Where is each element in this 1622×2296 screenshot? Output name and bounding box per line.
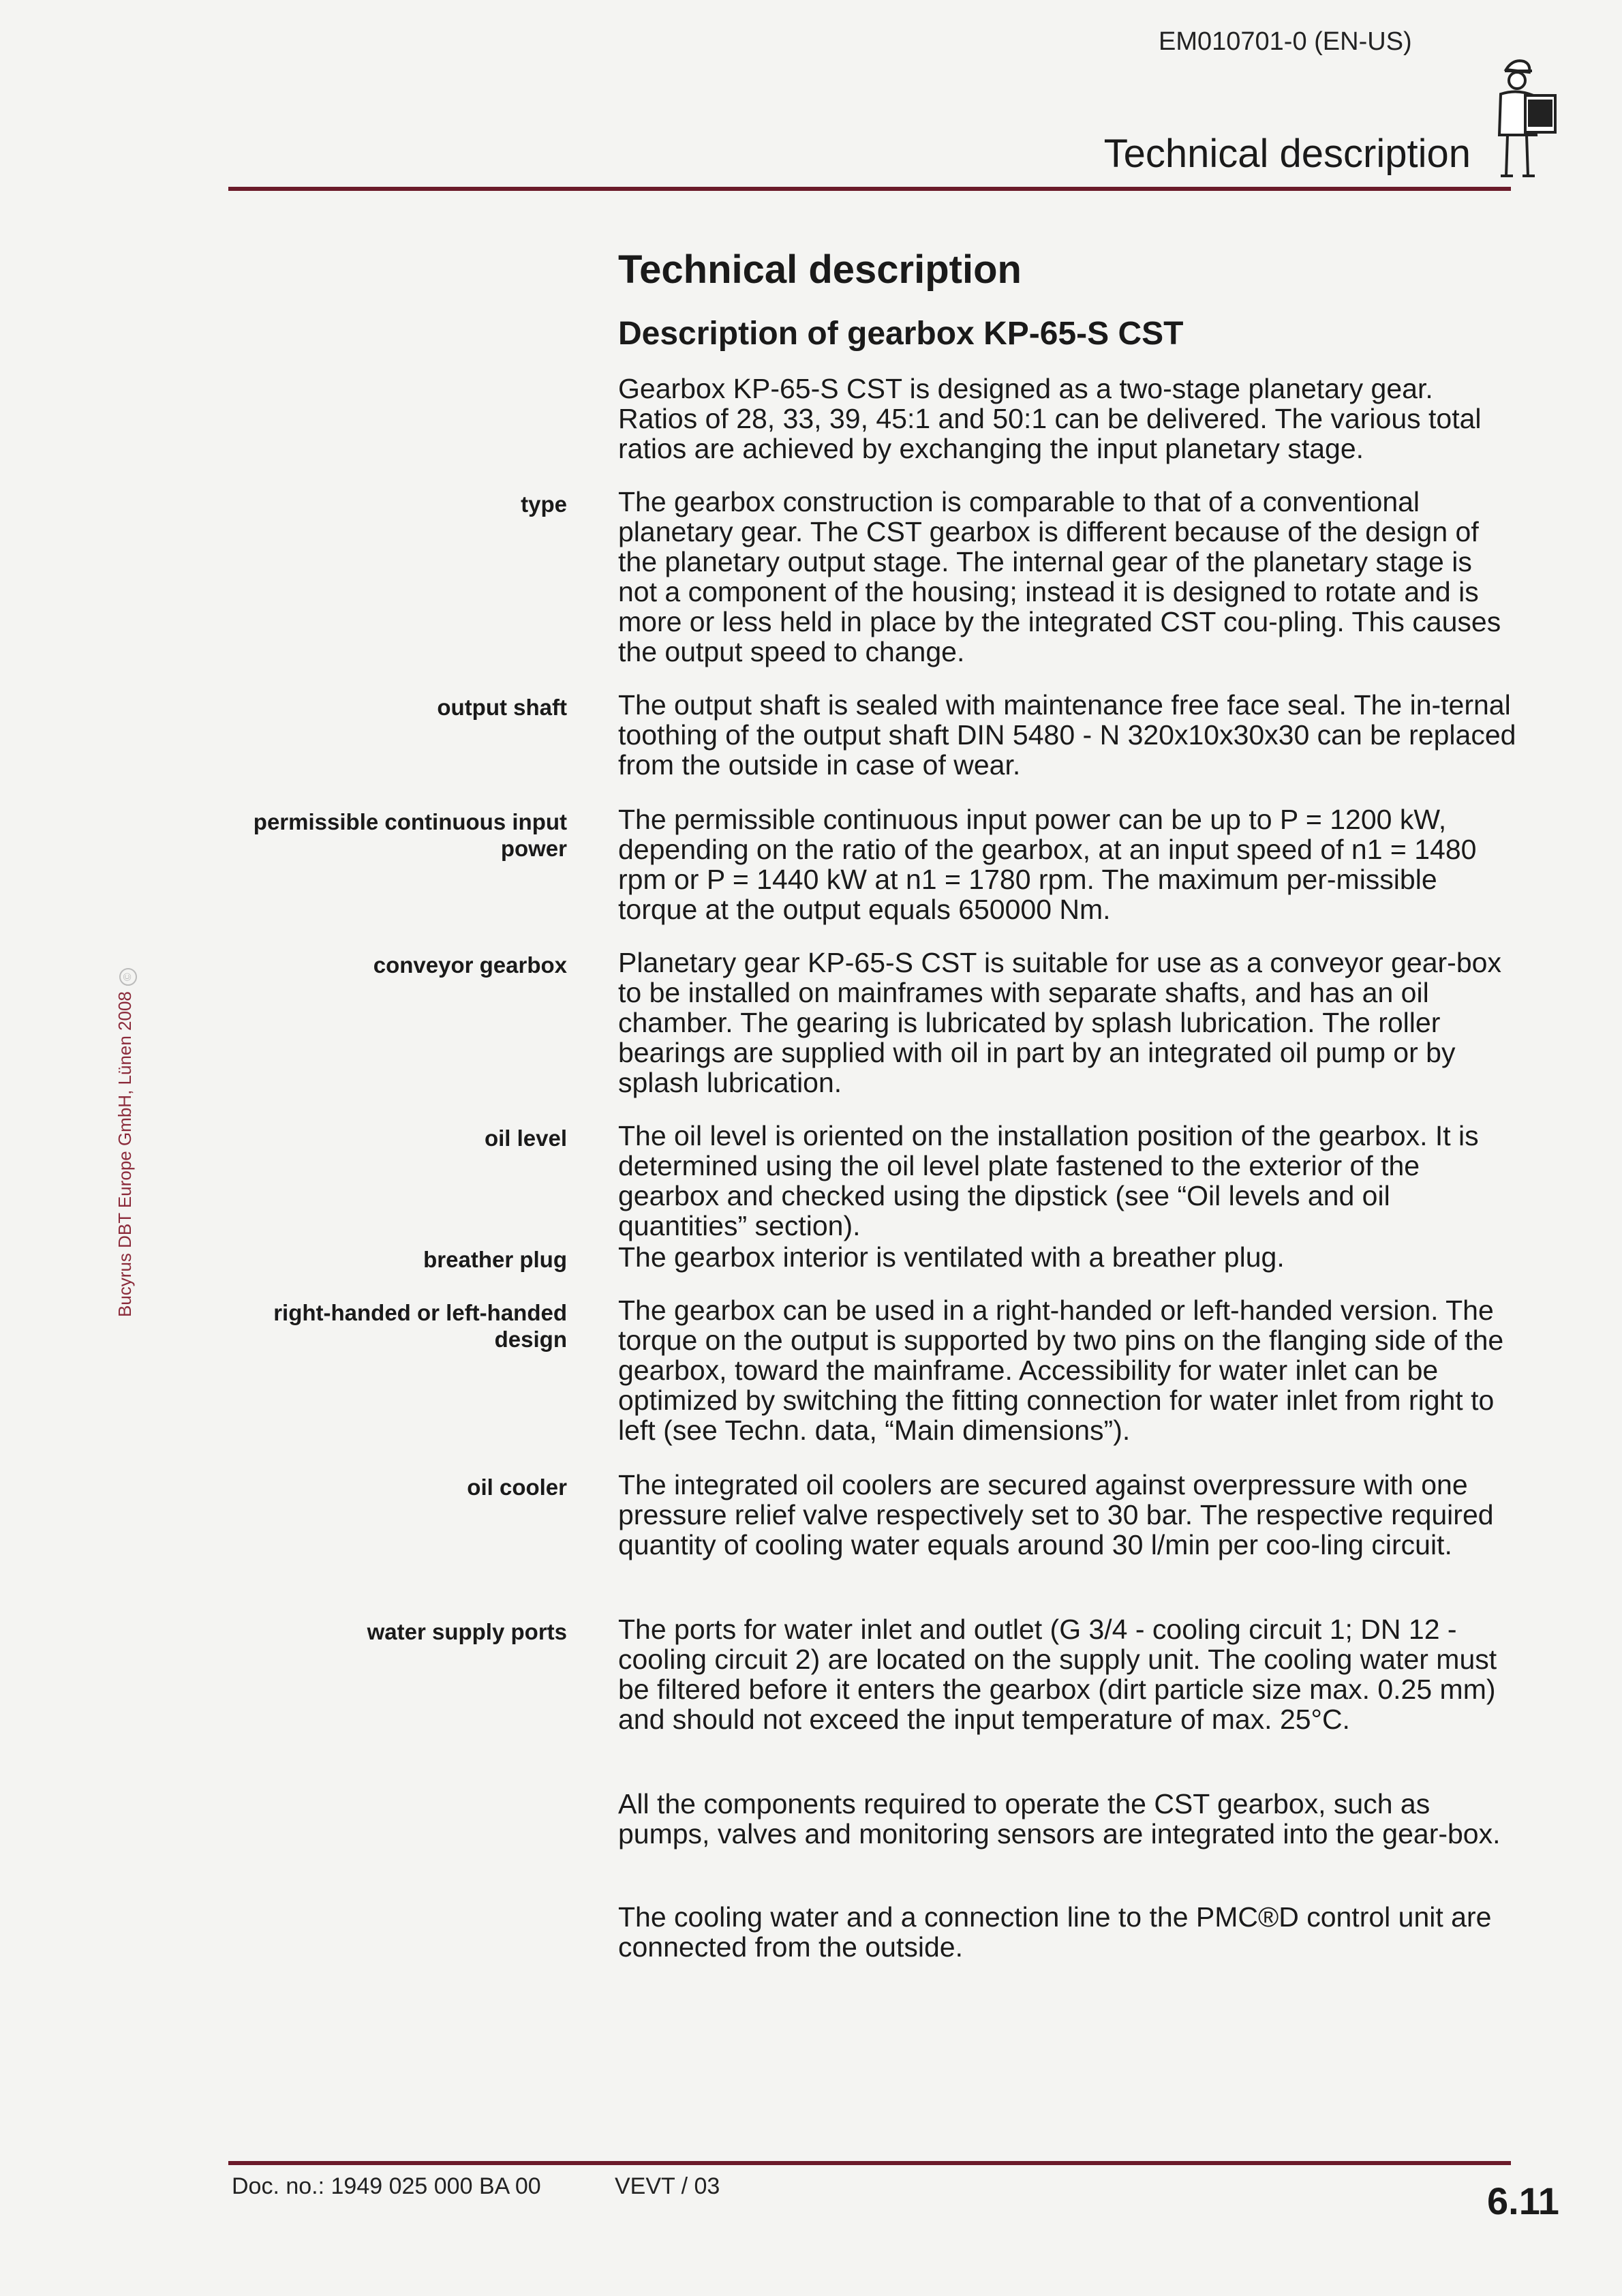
section-title: Technical description [618, 247, 1022, 292]
side-copyright: Bucyrus DBT Europe GmbH, Lünen 2008© [114, 968, 137, 1317]
header-rule [228, 187, 1511, 191]
label-oil-cooler: oil cooler [467, 1475, 567, 1500]
worker-with-tablet-icon [1486, 53, 1561, 181]
label-breather-plug: breather plug [423, 1247, 567, 1272]
paragraph-components: All the components required to operate the CST gearbox, such as pumps, valves and monitoring sensors are integrated into the gear-box. [618, 1788, 1501, 1849]
document-id: EM010701-0 (EN-US) [1159, 27, 1412, 56]
label-handed-line1: right-handed or left-handed [273, 1300, 567, 1325]
footer-rule [228, 2161, 1511, 2165]
paragraph-type: The gearbox construction is comparable to that of a conventional planetary gear. The CST gearbox is different because of the design of the planetary output stage. The internal gear of the planetary stage is not a component of the housing; instead it is designed to rotate and is more or less held in place by the integrated CST cou-pling. This causes the output speed to change. [618, 486, 1501, 667]
subsection-title: Description of gearbox KP-65-S CST [618, 316, 1184, 352]
paragraph-handed-design: The gearbox can be used in a right-handed or left-handed version. The torque on the output is supported by two pins on the flanging side of the gearbox, toward the mainframe. Accessibility for water inlet can be optimized by switching the fitting connection for water inlet from right to left (see Techn. data, “Main dimensions”). [618, 1295, 1504, 1446]
label-permissible-line2: power [500, 836, 567, 861]
paragraph-output-shaft: The output shaft is sealed with maintenance free face seal. The in-ternal toothing of the output shaft DIN 5480 - N 320x10x30x30 can be replaced from the outside in case of wear. [618, 689, 1516, 781]
paragraph-oil-level: The oil level is oriented on the installation position of the gearbox. It is determined using the oil level plate fastened to the exterior of the gearbox and checked using the dipstick (see “Oil levels and oil quantities” section). [618, 1120, 1479, 1241]
label-output-shaft: output shaft [437, 695, 567, 720]
copyright-icon: © [119, 968, 137, 986]
paragraph-cooling-water: The cooling water and a connection line to the PMC®D control unit are connected from the outside. [618, 1901, 1492, 1963]
page-number: 6.11 [1487, 2179, 1559, 2222]
paragraph-breather-plug: The gearbox interior is ventilated with a breather plug. [618, 1241, 1285, 1273]
label-conveyor-gearbox: conveyor gearbox [373, 952, 567, 978]
header-title: Technical description [1103, 132, 1471, 176]
paragraph-permissible-power: The permissible continuous input power can be up to P = 1200 kW, depending on the ratio of the gearbox, at an input speed of n1 = 1480 rpm or P = 1440 kW at n1 = 1780 rpm. The maximum per-missible torque at the output equals 650000 Nm. [618, 804, 1477, 925]
label-permissible-line1: permissible continuous input [253, 809, 567, 834]
footer-doc-no: Doc. no.: 1949 025 000 BA 00 [232, 2173, 541, 2199]
paragraph-oil-cooler: The integrated oil coolers are secured against overpressure with one pressure relief valve respectively set to 30 bar. The respective required quantity of cooling water equals around 30 l/min per coo-ling circuit. [618, 1469, 1494, 1560]
footer-version: VEVT / 03 [615, 2173, 720, 2199]
paragraph-conveyor-gearbox: Planetary gear KP-65-S CST is suitable for use as a conveyor gear-box to be installed on mainframes with separate shafts, and has an oil chamber. The gearing is lubricated by splash lubrication. The roller bearings are supplied with oil in part by an integrated oil pump or by splash lubrication. [618, 947, 1501, 1098]
label-water-supply-ports: water supply ports [367, 1619, 567, 1644]
label-handed-design [213, 1299, 567, 1353]
label-type: type [521, 492, 567, 517]
paragraph-intro: Gearbox KP-65-S CST is designed as a two-stage planetary gear. Ratios of 28, 33, 39, 45:1 and 50:1 can be delivered. The various total ratios are achieved by exchanging the input planetary stage. [618, 373, 1482, 464]
paragraph-water-supply-ports: The ports for water inlet and outlet (G 3/4 - cooling circuit 1; DN 12 - cooling circuit 2) are located on the supply unit. The cooling water must be filtered before it enters the gearbox (dirt particle size max. 0.25 mm) and should not exceed the input temperature of max. 25°C. [618, 1614, 1497, 1735]
label-oil-level: oil level [484, 1126, 567, 1151]
label-permissible-power [213, 809, 567, 862]
label-handed-line2: design [494, 1327, 567, 1352]
